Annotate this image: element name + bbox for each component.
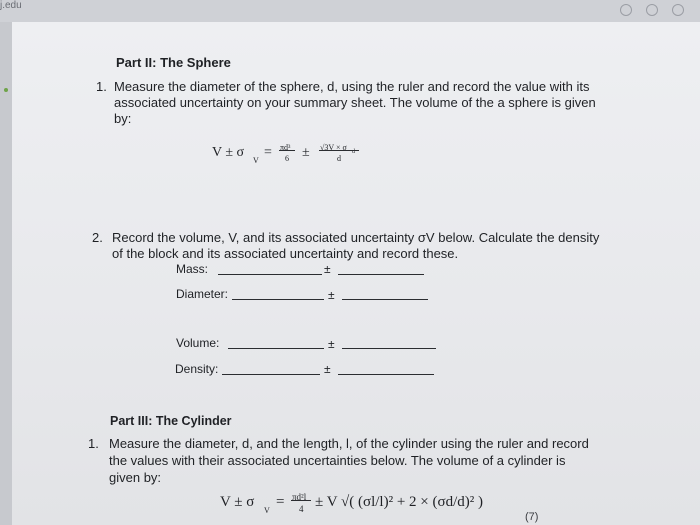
formula-term1-denominator: 6 xyxy=(285,154,289,163)
formula-plus-minus: ± xyxy=(302,145,310,160)
part2-item1-line: associated uncertainty on your summary sheet. The volume of the a sphere is given xyxy=(114,95,596,110)
diameter-pm: ± xyxy=(328,288,335,302)
window-button[interactable] xyxy=(620,4,632,16)
part3-heading: Part III: The Cylinder xyxy=(110,414,232,428)
volume-pm: ± xyxy=(328,337,335,351)
volume-uncertainty-field[interactable] xyxy=(342,348,436,349)
formula-term1-numerator: πd³ xyxy=(280,143,291,152)
indicator-dot xyxy=(4,88,8,92)
part3-item1-line: the values with their associated uncertainties below. The volume of a cylinder is xyxy=(109,453,566,468)
volume-value-field[interactable] xyxy=(228,348,324,349)
part2-item1-line: by: xyxy=(114,111,132,126)
formula-lhs: V ± σ xyxy=(212,145,245,160)
diameter-uncertainty-field[interactable] xyxy=(342,299,428,300)
part3-item1-line: Measure the diameter, d, and the length, l, of the cylinder using the ruler and record xyxy=(109,436,589,451)
cylinder-volume-formula xyxy=(220,488,520,522)
part2-item1-number: 1. xyxy=(96,79,107,94)
part2-item2-line: of the block and its associated uncertainty and record these. xyxy=(112,246,459,261)
formula-lhs-subscript: V xyxy=(264,506,270,515)
url-fragment: j.edu xyxy=(0,0,22,11)
mass-uncertainty-field[interactable] xyxy=(338,274,424,275)
document-page xyxy=(12,22,700,525)
window-button[interactable] xyxy=(646,4,658,16)
formula-term2-denominator: d xyxy=(337,154,341,163)
equation-number: (7) xyxy=(525,511,539,523)
left-side-strip xyxy=(0,22,12,525)
formula-term1-denominator: 4 xyxy=(299,504,304,514)
density-pm: ± xyxy=(324,362,331,376)
part3-item1-line: given by: xyxy=(109,470,162,485)
diameter-value-field[interactable] xyxy=(232,299,324,300)
browser-top-bar xyxy=(0,0,700,22)
part3-item1-number: 1. xyxy=(88,436,99,451)
mass-label: Mass: xyxy=(176,262,209,276)
formula-lhs-subscript: V xyxy=(253,156,259,165)
mass-value-field[interactable] xyxy=(218,274,322,275)
formula-term1-numerator: πd²l xyxy=(292,492,307,502)
density-label: Density: xyxy=(175,362,219,376)
density-value-field[interactable] xyxy=(222,374,320,375)
density-uncertainty-field[interactable] xyxy=(338,374,434,375)
formula-equals: = xyxy=(264,145,272,160)
part2-item1-line: Measure the diameter of the sphere, d, using the ruler and record the value with its xyxy=(114,79,590,94)
part2-heading: Part II: The Sphere xyxy=(116,55,231,70)
sphere-volume-formula xyxy=(212,137,412,171)
window-button[interactable] xyxy=(672,4,684,16)
volume-label: Volume: xyxy=(176,336,220,350)
formula-rest: ± V √( (σl/l)² + 2 × (σd/d)² ) xyxy=(315,494,483,510)
part2-item2-line: Record the volume, V, and its associated uncertainty σV below. Calculate the density xyxy=(112,230,600,245)
part2-item2-number: 2. xyxy=(92,230,103,245)
mass-pm: ± xyxy=(324,262,331,276)
formula-term2-numerator-subscript: d xyxy=(352,149,355,155)
formula-equals: = xyxy=(276,494,285,510)
formula-lhs: V ± σ xyxy=(220,494,255,510)
formula-term2-numerator: √3V × σ xyxy=(320,143,347,152)
diameter-label: Diameter: xyxy=(176,287,229,301)
